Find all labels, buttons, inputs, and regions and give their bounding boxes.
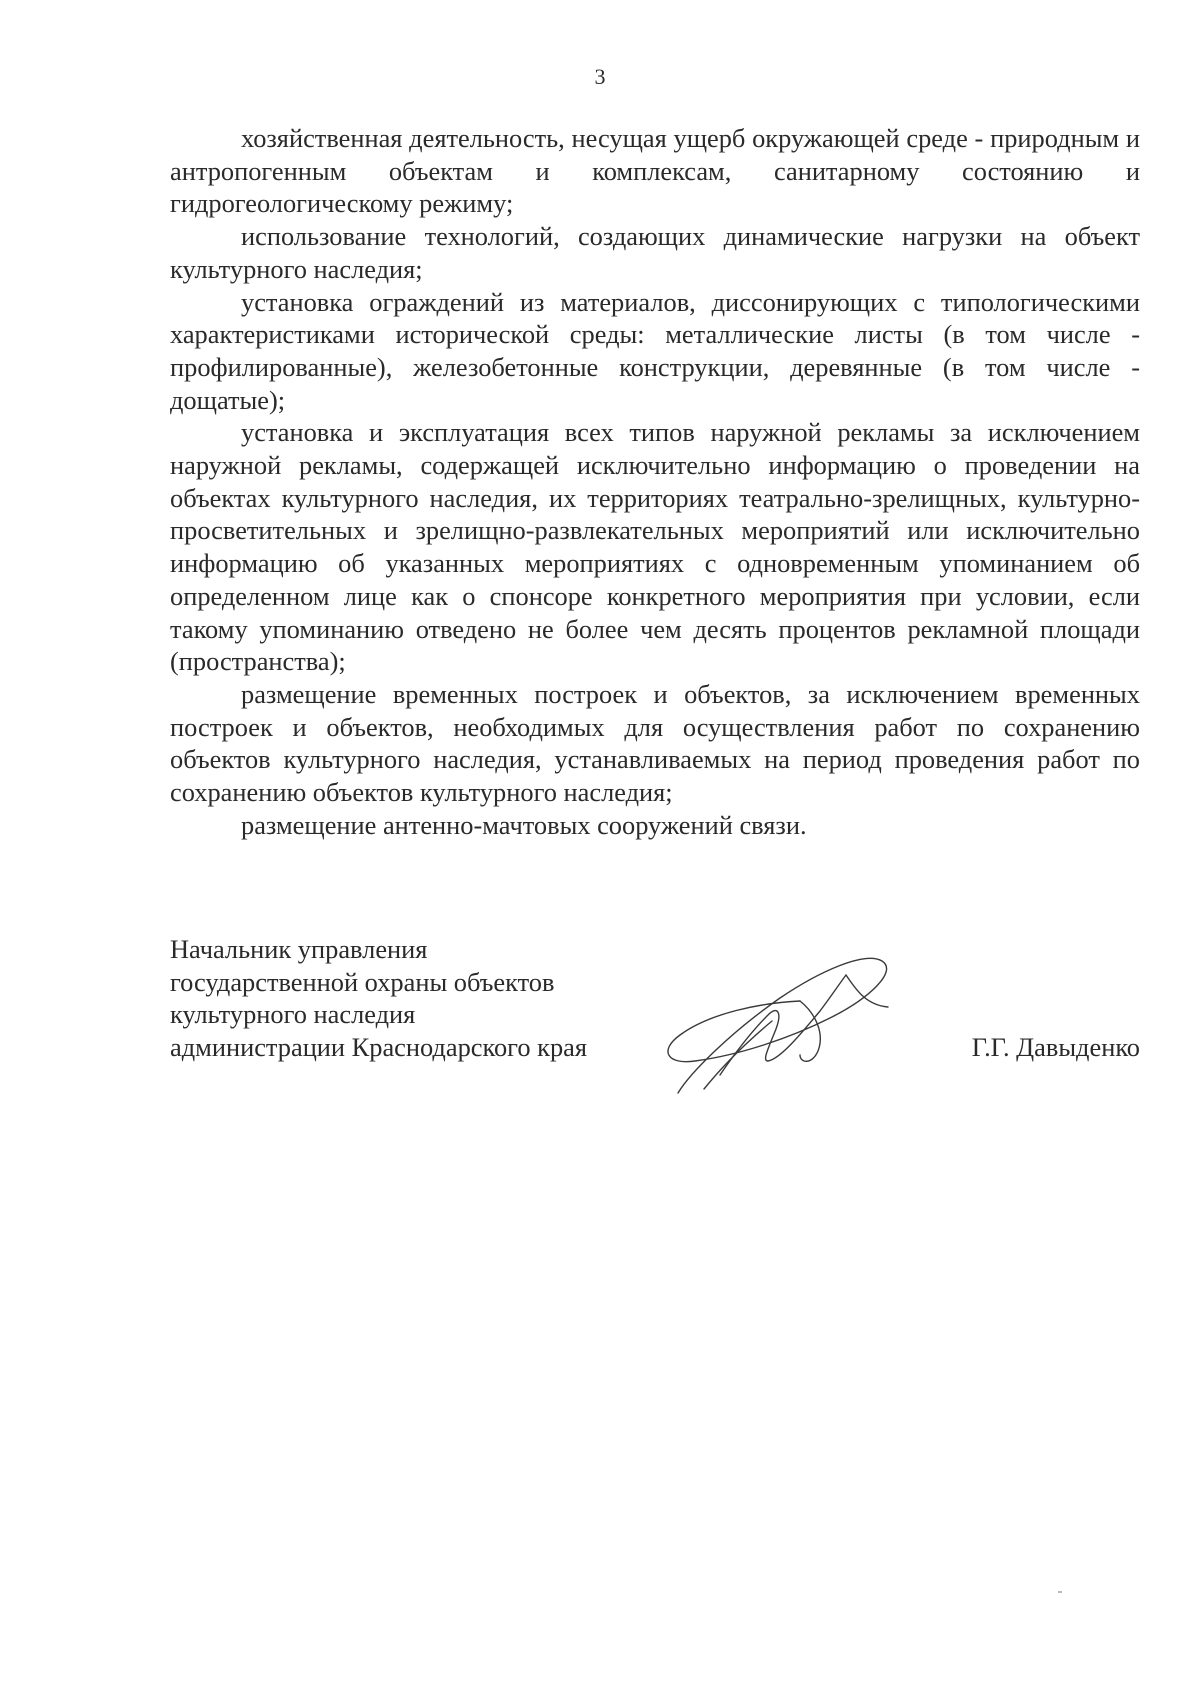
paragraph-advertising: установка и эксплуатация всех типов наружной рекламы за исключением наружной рекламы, содержащей исключительно информацию о проведении на объектах культурного наследия, их территориях театрально-зрелищных, культурно-просветительных и зрелищно-развлекательных мероприятий или исключительно информацию об указанных мероприятиях с одновременным упоминанием об определенном лице как о спонсоре конкретного мероприятия при условии, если такому упоминанию отведено не более чем десять процентов рекламной площади (пространства); — [170, 417, 1140, 677]
paragraph-technologies: использование технологий, создающих динамические нагрузки на объект культурного наследия; — [170, 221, 1140, 284]
signatory-title — [170, 933, 587, 1064]
signatory-title-line: Начальник управления — [170, 934, 428, 964]
paragraph-fences: установка ограждений из материалов, диссонирующих с типологическими характеристиками исторической среды: металлические листы (в том числе - профилированные), железобетонные конструкции, деревянные (в том числе - дощатые); — [170, 286, 1140, 415]
signatory-title-line: администрации Краснодарского края — [170, 1032, 587, 1063]
page-number: 3 — [594, 64, 606, 89]
body-text — [170, 122, 1140, 841]
paragraph-temporary-buildings: размещение временных построек и объектов, за исключением временных построек и объектов, необходимых для осуществления работ по сохранению объектов культурного наследия, устанавливаемых на период проведения работ по сохранению объектов культурного наследия; — [170, 678, 1140, 808]
scan-speck — [1058, 1591, 1062, 1593]
signatory-title-line: государственной охраны объектов — [170, 966, 555, 997]
signatory-title-line: культурного наследия — [170, 999, 416, 1030]
handwritten-signature — [650, 943, 910, 1103]
paragraph-economic-activity: хозяйственная деятельность, несущая ущерб окружающей среде - природным и антропогенным объектам и комплексам, санитарному состоянию и гидрогеологическому режиму; — [170, 123, 1140, 219]
signatory-name: Г.Г. Давыденко — [971, 1032, 1140, 1062]
paragraph-antenna-structures: размещение антенно-мачтовых сооружений связи. — [241, 809, 807, 840]
signature-block — [170, 933, 1140, 1113]
